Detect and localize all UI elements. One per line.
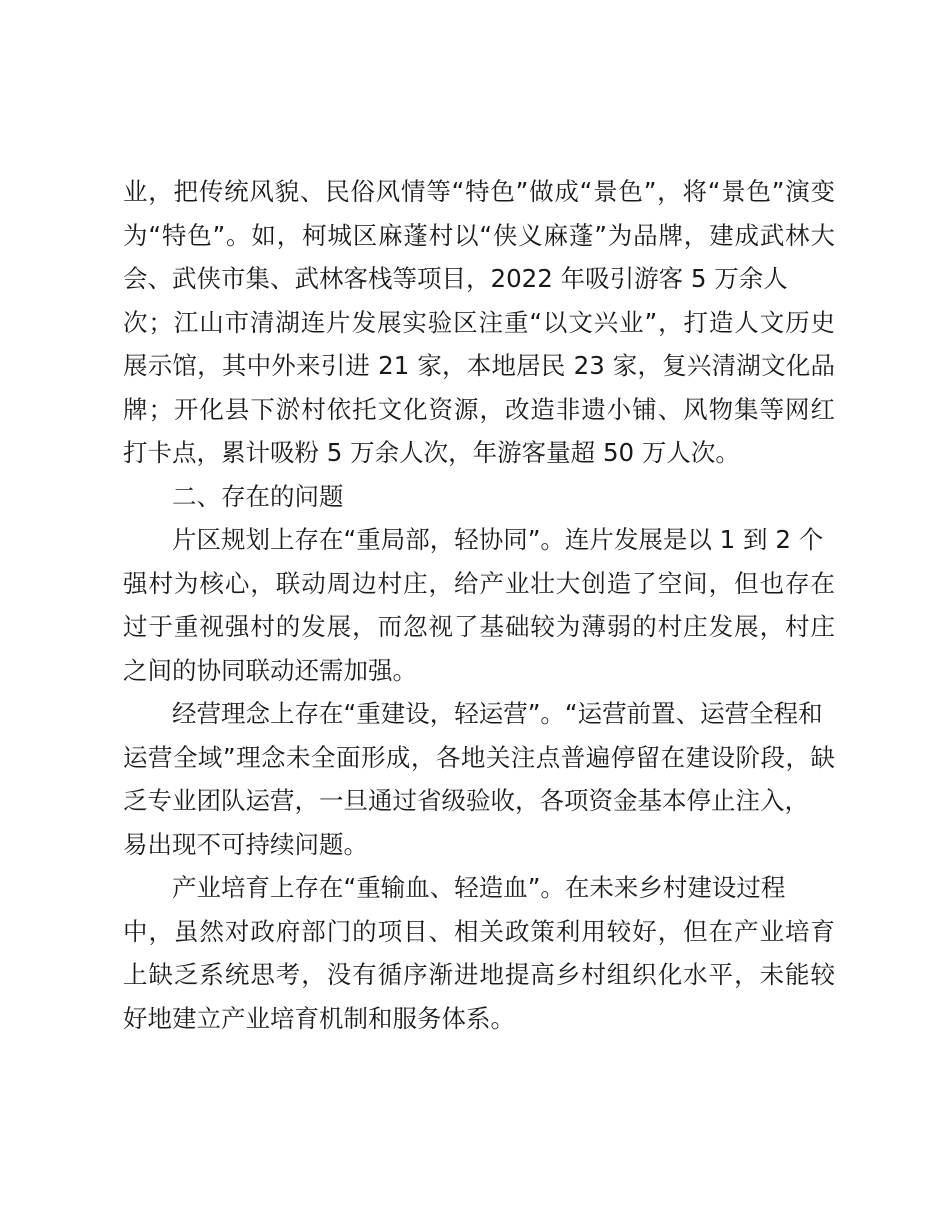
text-line: 业，把传统风貌、民俗风情等“特色”做成“景色”，将“景色”演变 — [123, 177, 835, 206]
text-line: 过于重视强村的发展，而忽视了基础较为薄弱的村庄发展，村庄 — [123, 612, 835, 641]
text-line: 好地建立产业培育机制和服务体系。 — [123, 1003, 515, 1033]
text-line: 上缺乏系统思考，没有循序渐进地提高乡村组织化水平，未能较 — [123, 960, 835, 989]
section-heading: 二、存在的问题 — [172, 481, 344, 511]
text-line: 乏专业团队运营，一旦通过省级验收，各项资金基本停止注入， — [123, 786, 809, 815]
text-line: 牌；开化县下淤村依托文化资源，改造非遗小铺、风物集等网红 — [123, 394, 835, 424]
text-line: 中，虽然对政府部门的项目、相关政策利用较好，但在产业培育 — [123, 916, 835, 946]
body-text — [123, 170, 835, 1040]
text-line: 次；江山市清湖连片发展实验区注重“以文兴业”，打造人文历史 — [123, 307, 835, 337]
text-line: 易出现不可持续问题。 — [123, 829, 368, 859]
text-line: 为“特色”。如，柯城区麻蓬村以“侠义麻蓬”为品牌，建成武林大 — [123, 220, 835, 250]
text-line: 运营全域”理念未全面形成，各地关注点普遍停留在建设阶段，缺 — [123, 742, 835, 772]
text-line: 打卡点，累计吸粉 5 万余人次，年游客量超 50 万人次。 — [123, 438, 740, 467]
text-line: 产业培育上存在“重输血、轻造血”。在未来乡村建设过程 — [172, 873, 786, 902]
text-line: 展示馆，其中外来引进 21 家，本地居民 23 家，复兴清湖文化品 — [123, 351, 835, 380]
text-line: 会、武侠市集、武林客栈等项目，2022 年吸引游客 5 万余人 — [123, 264, 788, 293]
text-line: 片区规划上存在“重局部，轻协同”。连片发展是以 1 到 2 个 — [172, 525, 824, 554]
text-line: 之间的协同联动还需加强。 — [123, 655, 417, 685]
text-line: 强村为核心，联动周边村庄，给产业壮大创造了空间，但也存在 — [123, 568, 835, 598]
text-line: 经营理念上存在“重建设，轻运营”。“运营前置、运营全程和 — [172, 699, 823, 728]
